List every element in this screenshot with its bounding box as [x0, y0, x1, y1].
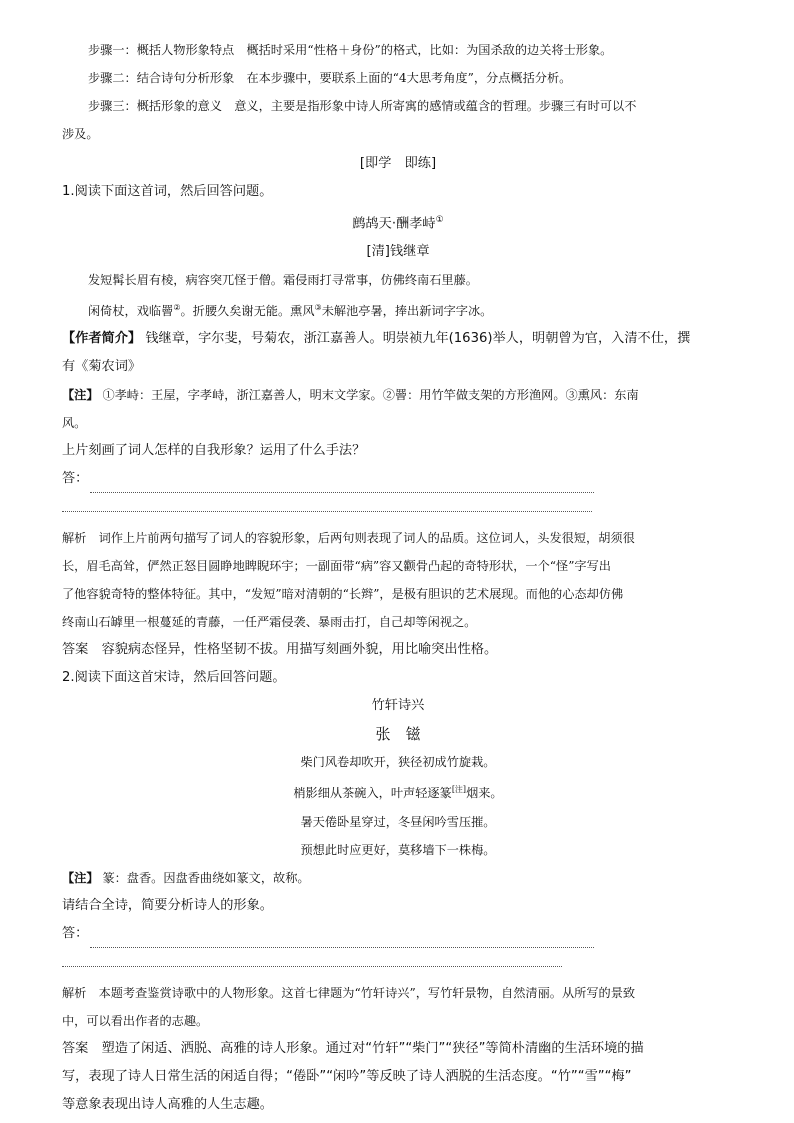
q1-author: [清]钱继章 — [366, 244, 430, 260]
q2-answer-blank-2[interactable] — [62, 950, 562, 967]
q1-poem-line-1: 发短髯长眉有棱，病容突兀怪于僧。霜侵雨打寻常事，仿佛终南石里藤。 — [88, 273, 478, 288]
q1-author-intro-text-1: 钱继章，字尔斐，号菊农，浙江嘉善人。明崇祯九年(1636)举人，明朝曾为官，入清不仕，撰 — [145, 331, 691, 347]
q2-note — [62, 864, 734, 892]
q1-analysis-text-1: 词作上片前两句描写了词人的容貌形象，后两句则表现了词人的品质。这位词人，头发很短，胡须很 — [98, 531, 635, 546]
q1-answer-blank-2[interactable] — [62, 495, 592, 512]
step-1-text: 概括时采用“性格＋身份”的格式，比如：为国杀敌的边关将士形象。 — [246, 43, 613, 57]
q1-key-text: 容貌病态怪异，性格坚韧不拔。用描写刻画外貌，用比喻突出性格。 — [101, 642, 498, 658]
q2-analysis-label: 解析 — [62, 985, 87, 1000]
q2-answer-blank-1[interactable] — [90, 933, 594, 948]
q2-key-2: 写，表现了诗人日常生活的闲适自得；“倦卧”“闲吟”等反映了诗人洒脱的生活态度。“竹”“雪”“梅” — [62, 1068, 632, 1084]
q1-author-intro-1 — [62, 325, 734, 353]
q1-prompt: 1.阅读下面这首词，然后回答问题。 — [62, 184, 273, 199]
q2-author: 张 镃 — [375, 725, 421, 744]
q2-analysis-text-1: 本题考查鉴赏诗歌中的人物形象。这首七律题为“竹轩诗兴”，写竹轩景物，自然清丽。从所写的景致 — [98, 985, 636, 1000]
q1-analysis-1 — [62, 524, 734, 552]
q1-note-label: 【注】 — [62, 388, 99, 403]
q1-author-intro-label: 【作者简介】 — [62, 331, 142, 347]
q1-answer-blank-1[interactable] — [90, 478, 594, 493]
q1-poem-title-mark: ① — [435, 215, 444, 225]
q1-analysis-4: 终南山石罅里一根蔓延的青藤，一任严霜侵袭、暴雨击打，自己却等闲视之。 — [62, 615, 477, 630]
q2-poem-line-2-end: 烟来。 — [466, 786, 503, 801]
step-3 — [62, 92, 734, 120]
q2-analysis-1 — [62, 979, 734, 1007]
q1-answer-line — [62, 465, 734, 493]
q1-key — [62, 636, 734, 664]
q1-note-1 — [62, 381, 734, 409]
q2-poem-line-1: 柴门风卷却吹开，狭径初成竹旋栽。 — [300, 755, 496, 770]
q1-author-intro-2: 有《菊农词》 — [62, 359, 142, 375]
q2-poem-line-2-text: 梢影细从茶碗入，叶声轻逐篆 — [293, 786, 452, 801]
q2-key-label: 答案 — [62, 1040, 89, 1056]
step-2-text: 在本步骤中，要联系上面的“4大思考角度”，分点概括分析。 — [246, 71, 572, 85]
q2-key-text-1: 塑造了闲适、洒脱、高雅的诗人形象。通过对“竹轩”“柴门”“狭径”等简朴清幽的生活环境的描 — [101, 1040, 644, 1056]
q1-poem-line-2b: 。折腰久矣谢无能。熏风 — [180, 304, 315, 319]
q2-prompt: 2.阅读下面这首宋诗，然后回答问题。 — [62, 670, 286, 686]
step-3-label: 步骤三：概括形象的意义 — [88, 99, 223, 113]
q1-poem-title — [62, 206, 734, 238]
step-3-cont: 涉及。 — [62, 127, 99, 141]
q1-poem-mark-3: ③ — [314, 303, 322, 313]
q1-poem-line-2c: 未解池亭暑，捧出新词字字冰。 — [321, 304, 493, 319]
step-1-label: 步骤一：概括人物形象特点 — [88, 43, 235, 57]
q1-question: 上片刻画了词人怎样的自我形象？运用了什么手法？ — [62, 443, 366, 459]
step-2 — [62, 64, 734, 92]
section-heading: [即学 即练] — [359, 156, 437, 171]
step-1 — [62, 36, 734, 64]
q2-key-1 — [62, 1035, 734, 1063]
q2-analysis-2: 中，可以看出作者的志趣。 — [62, 1013, 209, 1028]
step-3-text: 意义，主要是指形象中诗人所寄寓的感情或蕴含的哲理。步骤三有时可以不 — [234, 99, 637, 113]
q2-answer-label: 答： — [62, 925, 89, 941]
step-2-label: 步骤二：结合诗句分析形象 — [88, 71, 235, 85]
q2-note-label: 【注】 — [62, 870, 99, 885]
q1-poem-title-text: 鹧鸪天·酬孝峙 — [352, 216, 436, 232]
q1-note-2: 风。 — [62, 416, 87, 431]
q2-poem-line-2 — [62, 776, 734, 807]
q2-note-text: 篆：盘香。因盘香曲绕如篆文，故称。 — [102, 870, 310, 885]
q1-analysis-2: 长，眉毛高耸，俨然正怒目圆睁地睥睨环宇；一副面带“病”容又颧骨凸起的奇特形状，一个“怪”字写出 — [62, 559, 611, 574]
q2-poem-line-3: 暑天倦卧星穿过，冬昼闲吟雪压摧。 — [300, 814, 496, 829]
q1-poem-mark-2: ② — [173, 303, 181, 313]
q1-poem-line-2a: 闲倚杖，戏临罾 — [88, 304, 174, 319]
q1-analysis-3: 了他容貌奇特的整体特征。其中，“发短”暗对清朝的“长辫”，是极有胆识的艺术展现。而他的心态却仿佛 — [62, 587, 624, 602]
q1-poem-line-2 — [62, 294, 734, 325]
q2-key-3: 等意象表现出诗人高雅的人生志趣。 — [62, 1096, 273, 1112]
q2-poem-line-4: 预想此时应更好，莫移墙下一株梅。 — [300, 842, 496, 857]
q1-analysis-label: 解析 — [62, 531, 87, 546]
q1-key-label: 答案 — [62, 642, 89, 658]
q2-poem-line-2-mark: [注] — [451, 785, 467, 795]
q2-answer-line — [62, 920, 734, 948]
document-page — [62, 36, 734, 1119]
q2-question: 请结合全诗，简要分析诗人的形象。 — [62, 897, 273, 913]
q1-note-text-1: ①孝峙：王屋，字孝峙，浙江嘉善人，明末文学家。②罾：用竹竿做支架的方形渔网。③熏风：东南 — [102, 388, 639, 403]
q2-poem-title: 竹轩诗兴 — [371, 698, 425, 714]
q1-answer-label: 答： — [62, 471, 89, 487]
